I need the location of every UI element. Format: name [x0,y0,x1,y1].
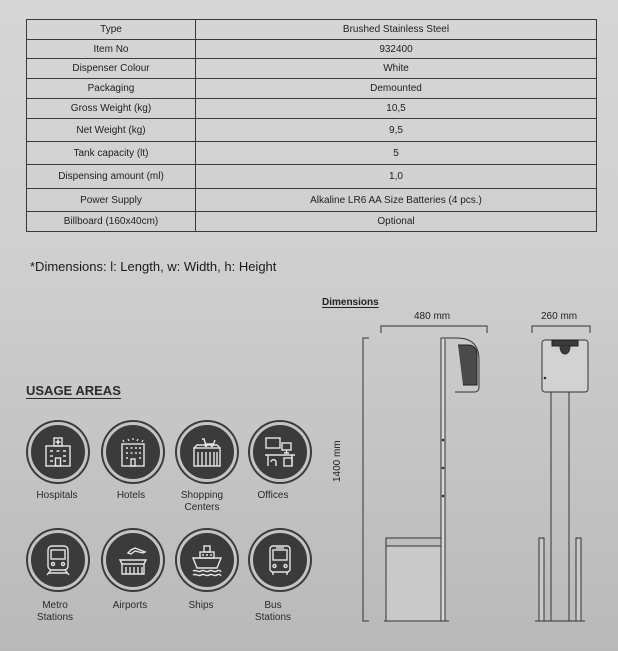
spec-key: Item No [27,40,196,59]
spec-value: 10,5 [196,99,597,119]
spec-key: Type [27,20,196,40]
usage-label-airports: Airports [112,600,148,611]
spec-key: Packaging [27,79,196,99]
spec-value: 1,0 [196,165,597,189]
usage-label-bus-stations: Bus Stations [254,600,292,623]
height-bracket [363,338,369,621]
spec-key: Tank capacity (lt) [27,142,196,165]
width-front-label: 480 mm [414,311,451,322]
spec-value: Brushed Stainless Steel [196,20,597,40]
spec-value: Optional [196,212,597,232]
dimensions-footnote: *Dimensions: l: Length, w: Width, h: Height [30,259,277,274]
usage-label-metro-stations: Metro Stations [36,600,74,623]
spec-key: Power Supply [27,189,196,212]
front-width-bracket [381,326,487,333]
spec-key: Dispenser Colour [27,59,196,79]
spec-key: Gross Weight (kg) [27,99,196,119]
spec-value: Alkaline LR6 AA Size Batteries (4 pcs.) [196,189,597,212]
spec-value: White [196,59,597,79]
usage-label-offices: Offices [257,490,289,501]
spec-key: Dispensing amount (ml) [27,165,196,189]
dimensions-title: Dimensions [322,297,379,308]
usage-label-shopping-centers: Shopping Centers [180,490,224,513]
usage-areas-title: USAGE AREAS [26,383,121,398]
spec-value: Demounted [196,79,597,99]
usage-label-hospitals: Hospitals [36,490,78,501]
spec-value: 9,5 [196,119,597,142]
side-view-stand [535,340,588,621]
front-view-stand [384,338,479,621]
spec-value: 932400 [196,40,597,59]
spec-key: Net Weight (kg) [27,119,196,142]
width-side-label: 260 mm [541,311,578,322]
spec-value: 5 [196,142,597,165]
side-width-bracket [532,326,590,333]
spec-key: Billboard (160x40cm) [27,212,196,232]
usage-label-ships: Ships [188,600,214,611]
usage-label-hotels: Hotels [116,490,146,501]
height-label: 1400 mm [332,440,343,482]
